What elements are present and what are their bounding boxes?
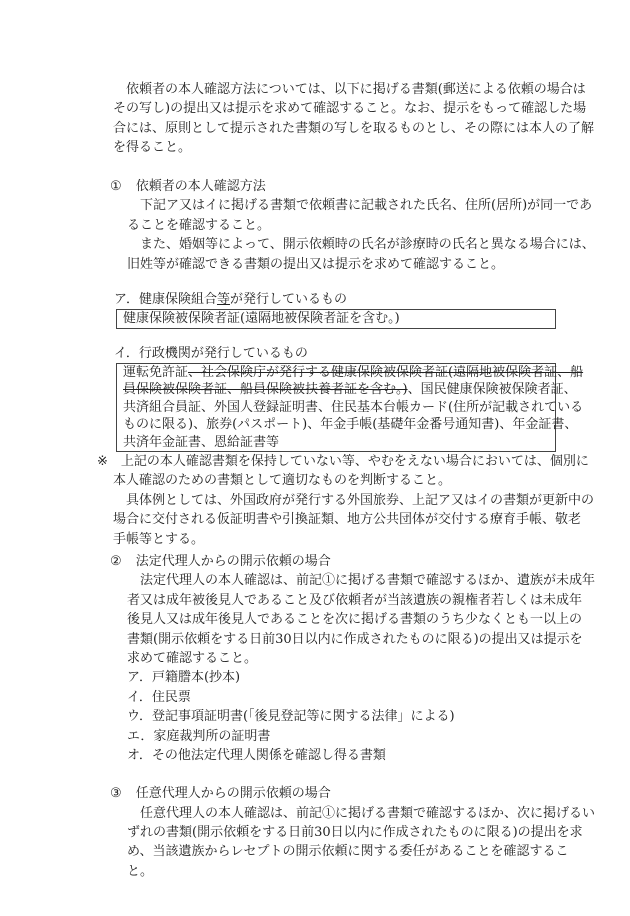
list-item: ウ．登記事項証明書(「後見登記等に関する法律」による): [127, 709, 455, 725]
list-item: エ．家庭裁判所の証明書: [127, 728, 271, 744]
section-marker: ②: [110, 553, 122, 569]
text: 運転免許証: [123, 365, 189, 381]
text-line: 書類(開示依頼をする日前30日以内に作成されたものに限る)の提出又は提示を: [127, 631, 583, 647]
text: 上記の本人確認書類を保持していない等、やむをえない場合においては、個別に: [120, 454, 589, 470]
list-item: オ．その他法定代理人関係を確認し得る書類: [127, 747, 386, 763]
text-line: 合には、原則として提示された書類の写しを取るものとし、その際には本人の了解: [113, 120, 595, 136]
text-line: 手帳等とする。: [113, 531, 205, 547]
item-i-box: [116, 363, 584, 452]
text-line: 者又は成年被後見人であること及び依頼者が当該遺族の親権者若しくは未成年: [127, 592, 583, 608]
text-line: 場合に交付される仮証明書や引換証類、地方公共団体が交付する療育手帳、敬老: [113, 512, 582, 528]
text-line: 健康保険被保険者証(遠隔地被保険者証を含む。): [123, 311, 400, 327]
section2-body: [127, 571, 630, 765]
text-line: [97, 452, 630, 471]
intro-paragraph: [113, 80, 630, 158]
text-line: 本人確認のための書類として適切なものを判断すること。: [113, 473, 452, 489]
section2-heading: [110, 552, 630, 571]
text-line: 旧姓等が確認できる書類の提出又は提示を求めて確認すること。: [127, 256, 505, 272]
text-line: を得ること。: [113, 140, 192, 156]
text-line: 後見人又は成年後見人であることを次に掲げる書類のうち少なくとも一以上の: [127, 612, 583, 628]
item-i-heading: イ．行政機関が発行しているもの: [114, 345, 308, 361]
section-title: 依頼者の本人確認方法: [135, 178, 266, 194]
text-line: 下記ア又はイに掲げる書類で依頼書に記載された氏名、住所(居所)が同一であ: [140, 198, 593, 214]
text-line: その写し)の提出又は提示を求めて確認すること。なお、提示をもって確認した場: [113, 101, 587, 117]
section-marker: ③: [110, 786, 122, 802]
text: 、国民健康保険被保険者証、: [407, 382, 577, 398]
text-line: ることを確認すること。: [127, 217, 271, 233]
list-item: ア．戸籍謄本(抄本): [127, 670, 241, 686]
heading-underlined-text: 等: [216, 291, 230, 307]
heading-text: ア．健康保険組合: [114, 291, 217, 307]
item-a-box: [116, 309, 556, 328]
text-line: 共済年金証書、恩給証書等: [123, 434, 280, 450]
struck-text: 、社会保険庁が発行する健康保険被保険者証(遠隔地被保険者証、船: [188, 365, 584, 381]
section3-heading: [110, 784, 630, 803]
text-line: め、当該遺族からレセプトの開示依頼に関する委任があることを確認するこ: [127, 844, 569, 860]
text-line: [123, 381, 577, 398]
text-line: [123, 364, 584, 381]
section-marker: ①: [110, 178, 122, 194]
document-body: [0, 80, 630, 881]
text-line: 任意代理人の本人確認は、前記①に掲げる書類で確認するほか、次に掲げるい: [140, 805, 596, 821]
struck-text: 員保険被保険者証、船員保険被扶養者証を含む。): [123, 382, 408, 398]
text-line: 具体例としては、外国政府が発行する外国旅券、上記ア又はイの書類が更新中の: [126, 492, 595, 508]
text-line: 求めて確認すること。: [127, 650, 258, 666]
text-line: 法定代理人の本人確認は、前記①に掲げる書類で確認するほか、遺族が未成年: [140, 573, 596, 589]
list-item: イ．住民票: [127, 689, 191, 705]
text-line: 共済組合員証、外国人登録証明書、住民基本台帳カード(住所が記載されている: [123, 399, 584, 415]
text-line: ものに限る)、旅券(パスポート)、年金手帳(基礎年金番号通知書)、年金証書、: [123, 417, 578, 433]
section3-body: [127, 804, 630, 882]
heading-text: が発行しているもの: [229, 291, 347, 307]
section1-body: [127, 196, 630, 274]
text-line: また、婚姻等によって、開示依頼時の氏名が診療時の氏名と異なる場合には、: [140, 237, 595, 253]
text-line: ずれの書類(開示依頼をする日前30日以内に作成されたものに限る)の提出を求: [127, 825, 583, 841]
section-title: 任意代理人からの開示依頼の場合: [135, 786, 331, 802]
section-title: 法定代理人からの開示依頼の場合: [135, 553, 331, 569]
note: [97, 452, 630, 549]
note-marker: ※: [97, 454, 108, 470]
item-a-heading: [114, 290, 630, 309]
text-line: 依頼者の本人確認方法については、以下に掲げる書類(郵送による依頼の場合は: [126, 82, 586, 97]
section1-heading: [110, 177, 630, 196]
text-line: と。: [127, 863, 154, 879]
